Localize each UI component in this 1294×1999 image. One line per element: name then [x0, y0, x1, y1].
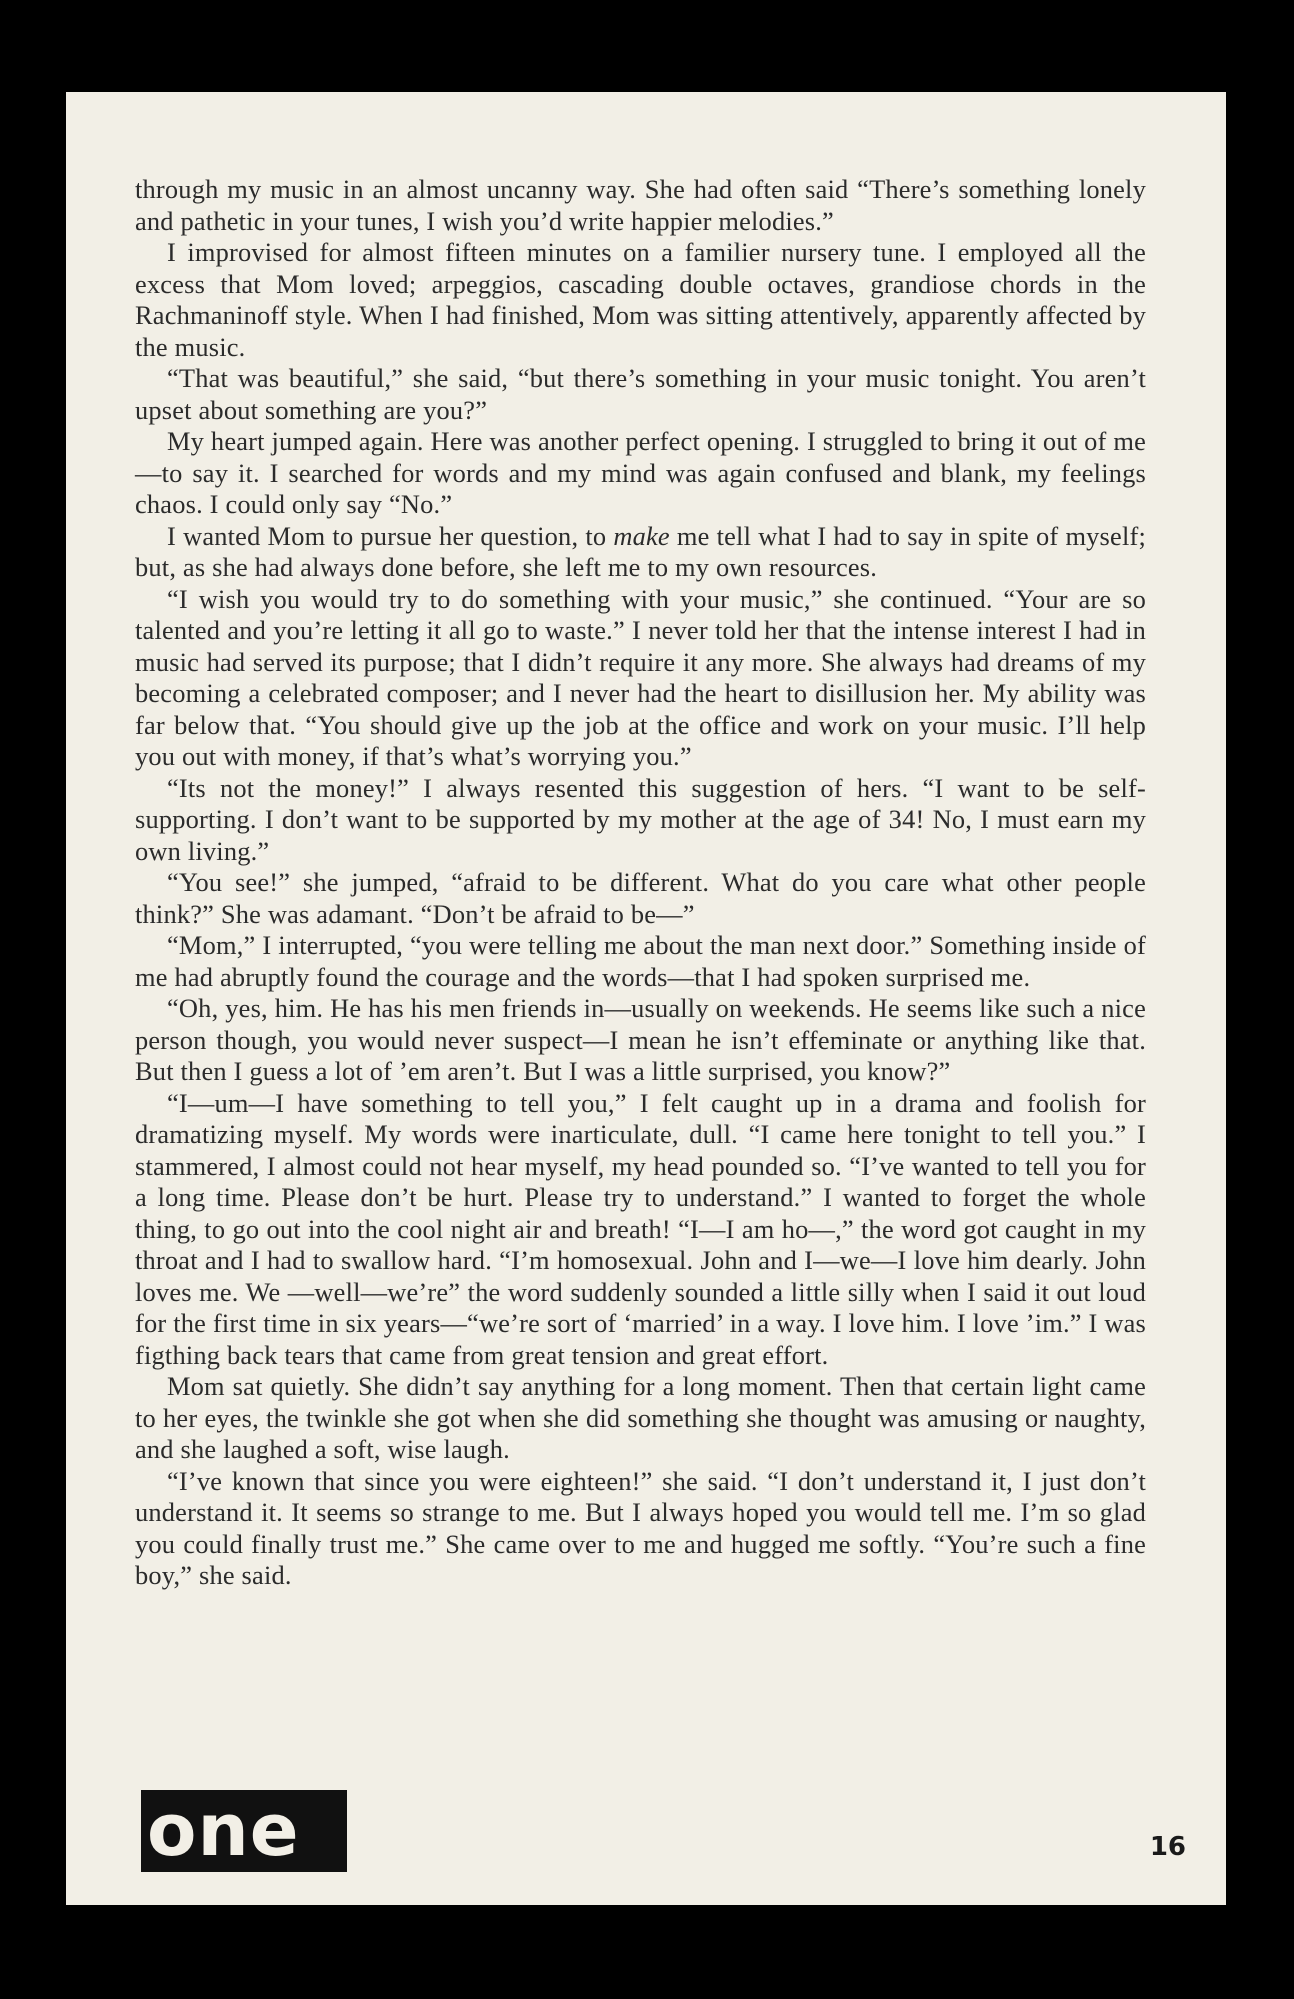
paragraph: “Oh, yes, him. He has his men friends in—usually on weekends. He seems like such a nice person though, you would never suspect—I mean he isn’t effeminate or anything like that. But then I guess a lot of ’em aren’t. But I was a little surprised, you know?”: [135, 993, 1146, 1086]
article-body: [135, 174, 1146, 1592]
paragraph: “You see!” she jumped, “afraid to be different. What do you care what other people think?” She was adamant. “Don’t be afraid to be—”: [135, 867, 1146, 929]
logo-text: one: [147, 1790, 300, 1872]
paragraph: through my music in an almost uncanny way. She had often said “There’s something lonely and pathetic in your tunes, I wish you’d write happier melodies.”: [135, 174, 1146, 236]
paragraph: I improvised for almost fifteen minutes on a familier nursery tune. I employed all the excess that Mom loved; arpeggios, cascading double octaves, grandiose chords in the Rachmaninoff style. When I had finished, Mom was sitting attentively, apparently affected by the music.: [135, 237, 1146, 362]
paragraph: “That was beautiful,” she said, “but there’s something in your music tonight. You aren’t upset about something are you?”: [135, 363, 1146, 425]
paragraph-emphasis: I wanted Mom to pursue her question, to make me tell what I had to say in spite of myself; but, as she had always done before, she left me to my own resources.: [135, 520, 1146, 582]
paragraph: “I wish you would try to do something with your music,” she continued. “Your are so talented and you’re letting it all go to waste.” I never told her that the intense interest I had in music had served its purpose; that I didn’t require it any more. She always had dreams of my becoming a celebrated composer; and I never had the heart to disillusion her. My ability was far below that. “You should give up the job at the office and work on your music. I’ll help you out with money, if that’s what’s worrying you.”: [135, 583, 1146, 771]
magazine-page: [66, 92, 1226, 1905]
paragraph: “I’ve known that since you were eighteen!” she said. “I don’t understand it, I just don’t understand it. It seems so strange to me. But I always hoped you would tell me. I’m so glad you could finally trust me.” She came over to me and hugged me softly. “You’re such a fine boy,” she said.: [135, 1465, 1146, 1590]
paragraph: “Mom,” I interrupted, “you were telling me about the man next door.” Something inside of me had abruptly found the courage and the words—that I had spoken surprised me.: [135, 930, 1146, 992]
paragraph: “Its not the money!” I always resented this suggestion of hers. “I want to be self-supporting. I don’t want to be supported by my mother at the age of 34! No, I must earn my own living.”: [135, 772, 1146, 866]
paragraph: My heart jumped again. Here was another perfect opening. I struggled to bring it out of me—to say it. I searched for words and my mind was again confused and blank, my feelings chaos. I could only say “No.”: [135, 426, 1146, 519]
paragraph: “I—um—I have something to tell you,” I felt caught up in a drama and foolish for dramatizing myself. My words were inarticulate, dull. “I came here tonight to tell you.” I stammered, I almost could not hear myself, my head pounded so. “I’ve wanted to tell you for a long time. Please don’t be hurt. Please try to understand.” I wanted to forget the whole thing, to go out into the cool night air and breath! “I—I am ho—,” the word got caught in my throat and I had to swallow hard. “I’m homosexual. John and I—we—I love him dearly. John loves me. We —well—we’re” the word suddenly sounded a little silly when I said it out loud for the first time in six years—“we’re sort of ‘married’ in a way. I love him. I love ’im.” I was figthing back tears that came from great tension and great effort.: [135, 1087, 1146, 1370]
paragraph: Mom sat quietly. She didn’t say anything for a long moment. Then that certain light came to her eyes, the twinkle she got when she did something she thought was amusing or naughty, and she laughed a soft, wise laugh.: [135, 1371, 1146, 1464]
magazine-logo: [141, 1790, 347, 1872]
page-number: 16: [1149, 1832, 1186, 1862]
